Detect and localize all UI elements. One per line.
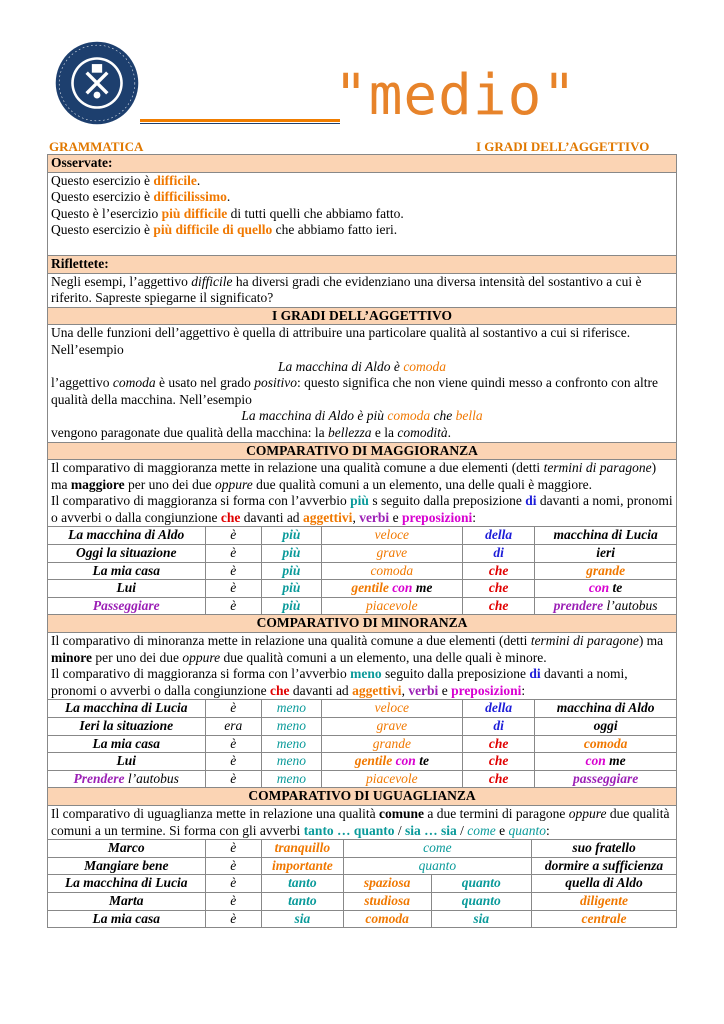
positive-explanation: l’aggettivo comoda è usato nel grado positivo: questo significa che non viene quindi messo a confronto con altre qualità della macchina. Nell’esempio [51,375,658,407]
comparative-explanation: vengono paragonate due qualità della macchina: la bellezza e la comodità. [51,424,452,440]
header-topic: I GRADI DELL’AGGETTIVO [476,139,650,154]
title-underline-orange [140,119,340,122]
minority-table [48,700,676,787]
table-row: Lui è più gentile con me che con te [48,580,676,598]
reflect-box: Negli esempi, l’aggettivo difficile ha diversi gradi che evidenziano una diversa intensità del sostantivo a cui è riferito. Sapreste spiegarne il significato? [48,274,676,308]
reflect-heading: Riflettete: [48,256,676,274]
minority-heading: COMPARATIVO DI MINORANZA [48,615,676,633]
level-title: "medio" [334,63,578,128]
degrees-heading: I GRADI DELL’AGGETTIVO [48,308,676,326]
table-row: La mia casa è più comoda che grande [48,562,676,580]
majority-table [48,527,676,614]
table-row: Prendere l’autobus è meno piacevole che passeggiare [48,770,676,787]
observe-box [48,173,676,256]
observe-line: Questo esercizio è difficile. [51,172,201,188]
degrees-box [48,325,676,442]
observe-line: Questo esercizio è più difficile di quello che abbiamo fatto ieri. [51,222,398,238]
equality-table [48,840,676,927]
table-row: La mia casa è sia comoda sia centrale [48,910,676,927]
table-row: Marco è tranquillo come suo fratello [48,840,676,857]
majority-box: Il comparativo di maggioranza mette in relazione una qualità comune a due elementi (detti termini di paragone) ma maggiore per uno dei due oppure due qualità comuni a un elemento, una delle quali è maggiore. Il comparativo di maggioranza si forma con l’avverbio più s seguito dalla preposizione di davanti a nomi, pronomi o avverbi o dalla congiunzione che davanti ad aggettivi, verbi e preposizioni: [48,460,676,527]
table-row: Mangiare bene è importante quanto dormire a sufficienza [48,857,676,875]
table-row: Marta è tanto studiosa quanto diligente [48,892,676,910]
minority-box: Il comparativo di minoranza mette in relazione una qualità comune a due elementi (detti termini di paragone) ma minore per uno dei due oppure due qualità comuni a un elemento, una delle quali è minore. Il comparativo di maggioranza si forma con l’avverbio meno seguito dalla preposizione di davanti a nomi, pronomi o avverbi o dalla congiunzione che davanti ad aggettivi, verbi e preposizioni: [48,633,676,700]
table-row: La mia casa è meno grande che comoda [48,735,676,753]
grammar-sheet [47,154,677,928]
table-row: Lui è meno gentile con te che con me [48,753,676,771]
observe-line: Questo è l’esercizio più difficile di tutti quelli che abbiamo fatto. [51,205,404,221]
table-row: Oggi la situazione è più grave di ieri [48,545,676,563]
example-comparative: La macchina di Aldo è più comoda che bella [241,408,483,424]
university-seal-logo [54,40,140,126]
table-row: La macchina di Lucia è tanto spaziosa quanto quella di Aldo [48,875,676,893]
observe-heading: Osservate: [48,155,676,173]
observe-line: Questo esercizio è difficilissimo. [51,189,231,205]
table-row: La macchina di Lucia è meno veloce della macchina di Aldo [48,700,676,717]
title-underline-blue [140,123,340,124]
table-row: Passeggiare è più piacevole che prendere l’autobus [48,597,676,614]
equality-box: Il comparativo di uguaglianza mette in relazione una qualità comune a due termini di paragone oppure due qualità comuni a un termine. Si forma con gli avverbi tanto … quanto / sia … sia / come e quanto: [48,806,676,840]
minority-table-wrap [48,700,676,788]
majority-table-wrap [48,527,676,615]
header-subject: GRAMMATICA [49,139,144,154]
majority-heading: COMPARATIVO DI MAGGIORANZA [48,443,676,461]
table-row: Ieri la situazione era meno grave di oggi [48,718,676,736]
degrees-intro: Una delle funzioni dell’aggettivo è quella di attribuire una particolare qualità al sostantivo a cui si riferisce. Nell’esempio [51,325,631,357]
table-row: La macchina di Aldo è più veloce della macchina di Lucia [48,527,676,544]
example-positive: La macchina di Aldo è comoda [277,358,447,374]
equality-heading: COMPARATIVO DI UGUAGLIANZA [48,788,676,806]
equality-table-wrap [48,840,676,927]
